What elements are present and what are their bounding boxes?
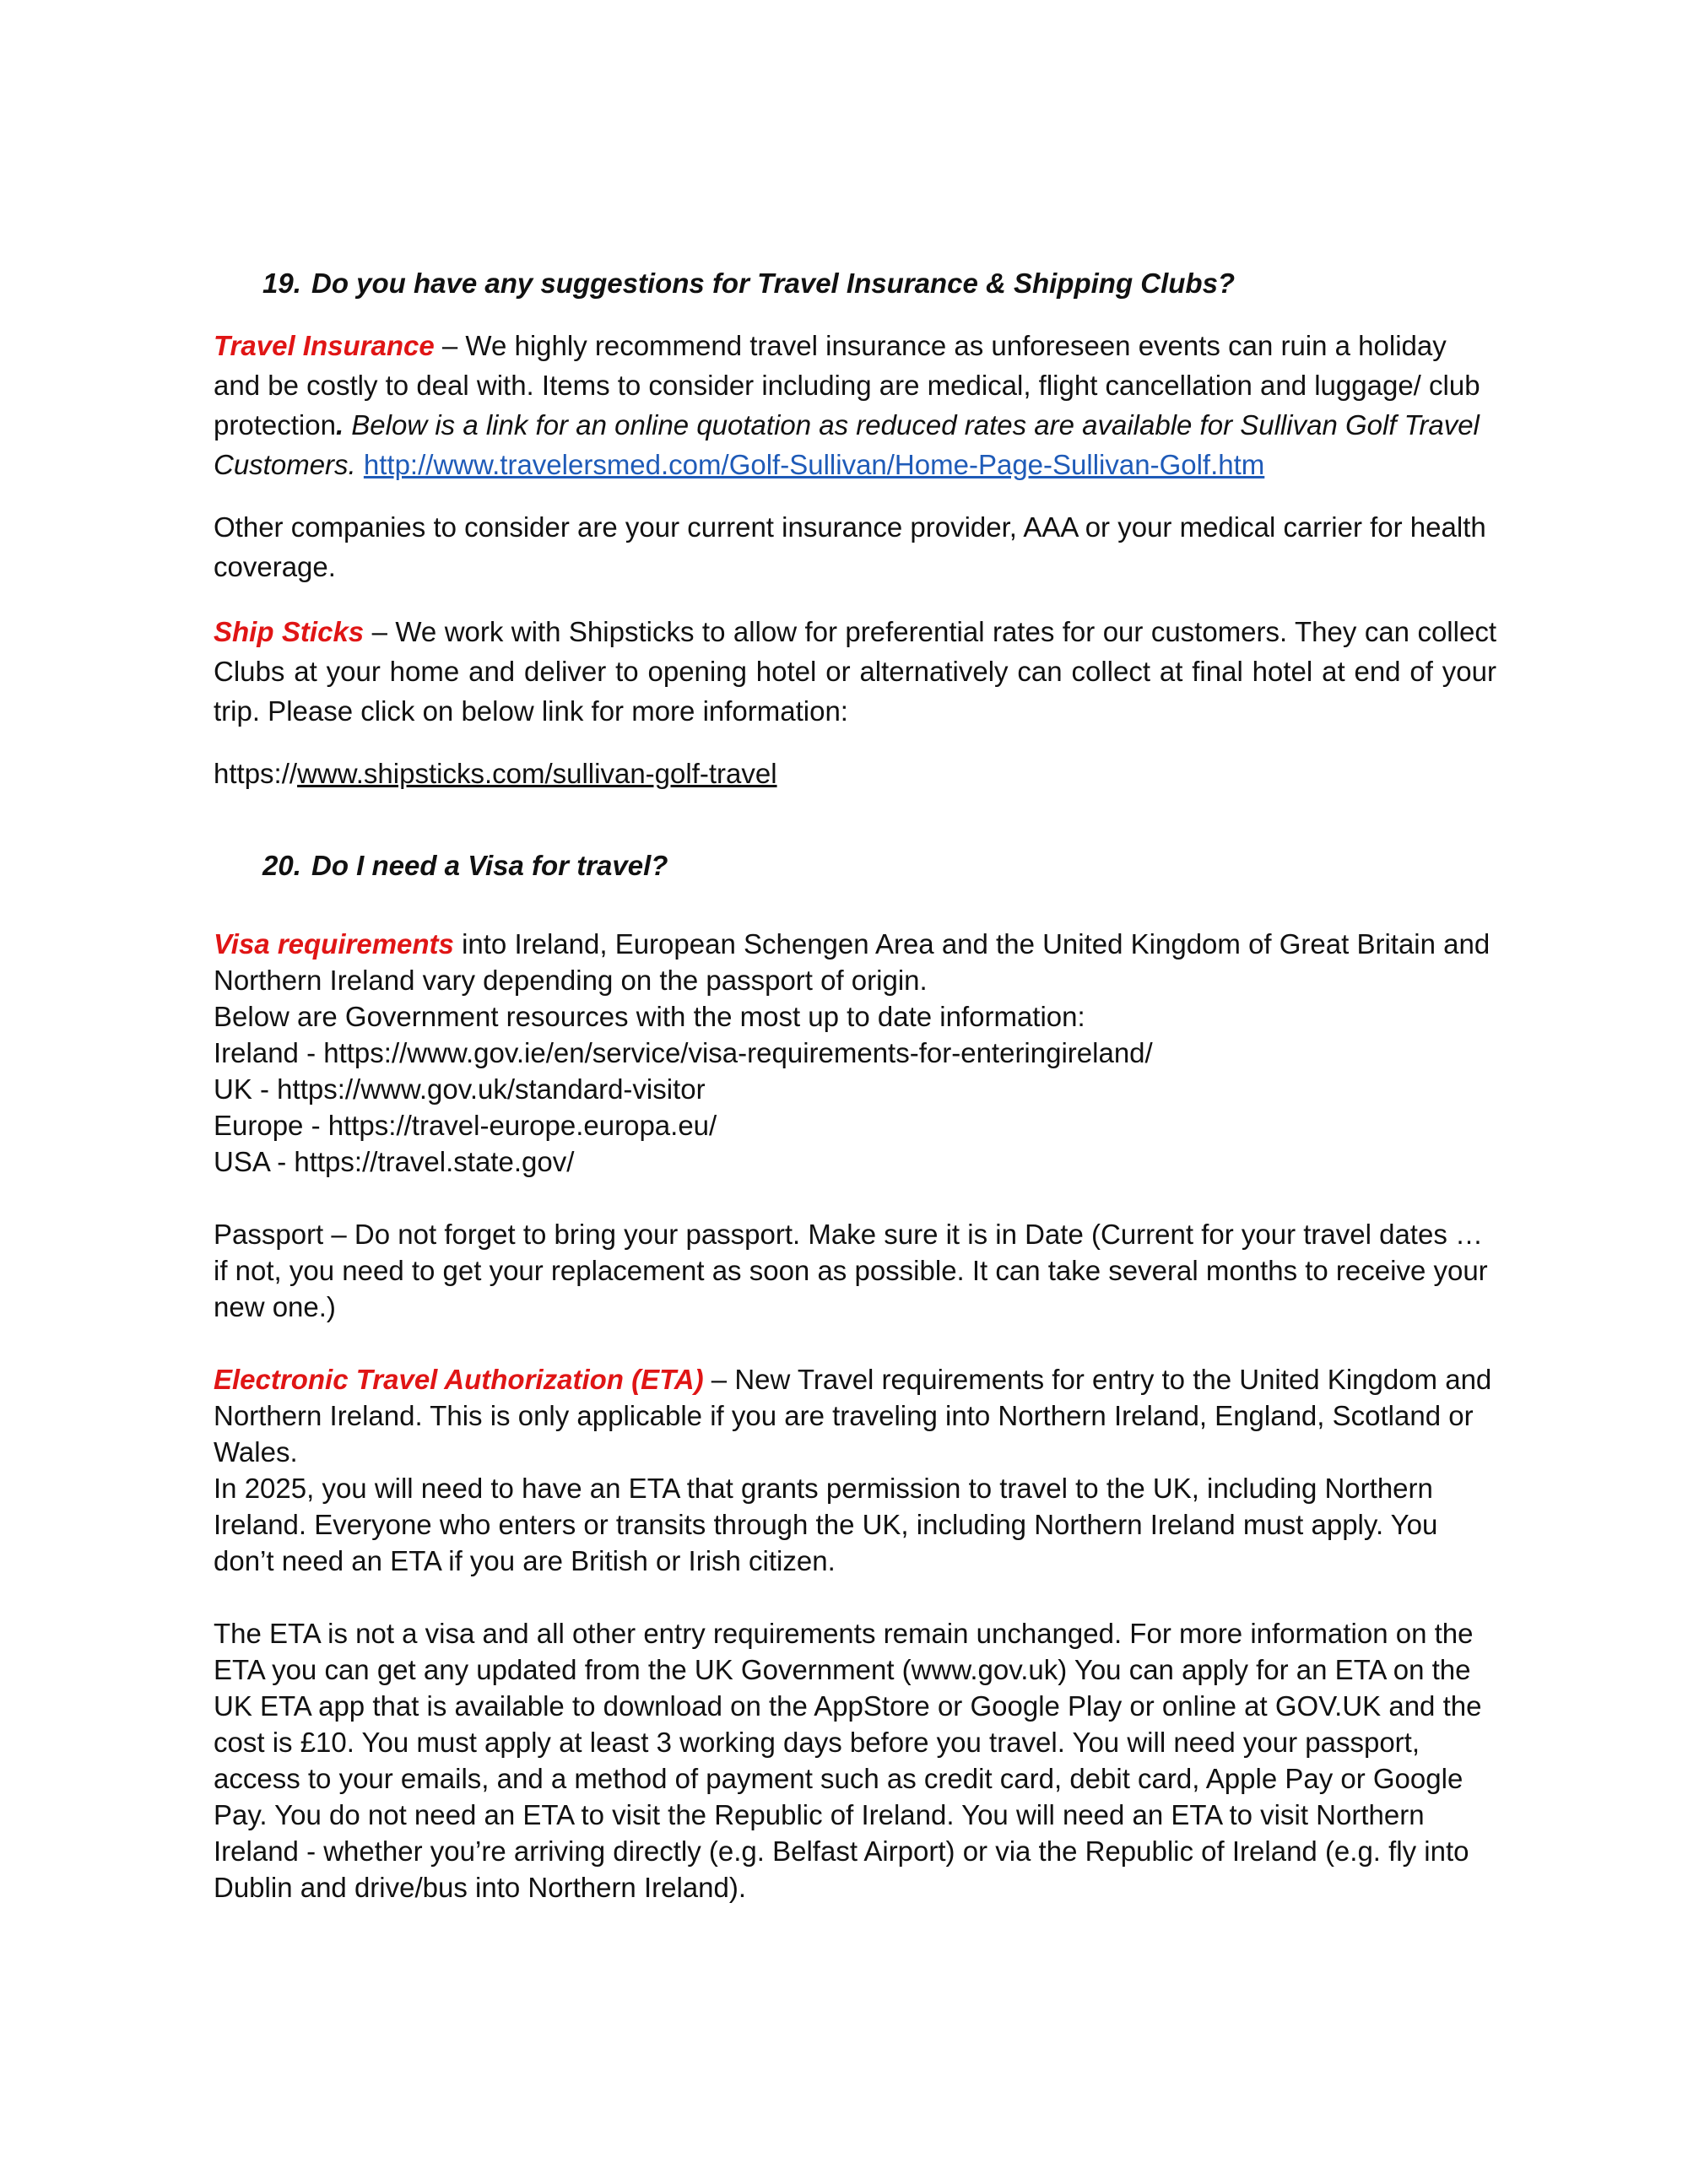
eta-label: Electronic Travel Authorization (ETA) (214, 1364, 704, 1395)
passport-paragraph: Passport – Do not forget to bring your passport. Make sure it is in Date (Current for your travel dates … if not, you need to get your replacement as soon as possible. It can take several months to receive your new one.) (214, 1219, 1488, 1322)
other-companies-paragraph: Other companies to consider are your current insurance provider, AAA or your medical carrier for health coverage. (214, 511, 1486, 582)
question-20-heading (214, 846, 1496, 885)
shipsticks-link-prefix: https:// (214, 758, 298, 789)
travel-insurance-text: – We highly recommend travel insurance as unforeseen events can ruin a holiday and be costly to deal with. Items to consider including are medical, flight cancellation and luggage/ club protection (214, 330, 1480, 441)
travel-insurance-label: Travel Insurance (214, 330, 435, 361)
visa-paragraph (214, 926, 1496, 998)
visa-resource-ireland: Ireland - https://www.gov.ie/en/service/visa-requirements-for-enteringireland/ (214, 1037, 1153, 1068)
visa-label: Visa requirements (214, 928, 454, 960)
travelersmed-link[interactable]: http://www.travelersmed.com/Golf-Sullivan/Home-Page-Sullivan-Golf.htm (363, 449, 1265, 480)
visa-resource-usa: USA - https://travel.state.gov/ (214, 1146, 575, 1177)
visa-resource-uk: UK - https://www.gov.uk/standard-visitor (214, 1073, 706, 1105)
shipsticks-link-line (214, 754, 1496, 793)
question-20-number: 20. (262, 850, 301, 881)
visa-resource-europe: Europe - https://travel-europe.europa.eu/ (214, 1110, 717, 1141)
visa-resources-intro: Below are Government resources with the most up to date information: (214, 1001, 1085, 1032)
page-content (214, 263, 1496, 1906)
question-19-heading (214, 263, 1496, 303)
ship-sticks-paragraph (214, 612, 1496, 731)
question-19-number: 19. (262, 268, 301, 299)
question-20-text: Do I need a Visa for travel? (311, 850, 668, 881)
travel-insurance-italic-text: Below is a link for an online quotation as reduced rates are available for Sullivan Golf Travel Customers. (214, 409, 1480, 480)
eta-paragraph-2: In 2025, you will need to have an ETA that grants permission to travel to the UK, including Northern Ireland. Everyone who enters or transits through the UK, including Northern Ireland must apply. You don’t need an ETA if you are British or Irish citizen. (214, 1473, 1438, 1576)
travel-insurance-dot: . (335, 409, 344, 441)
travel-insurance-paragraph (214, 326, 1496, 484)
eta-paragraph (214, 1361, 1496, 1470)
question-19-text: Do you have any suggestions for Travel Insurance & Shipping Clubs? (311, 268, 1236, 299)
ship-sticks-label: Ship Sticks (214, 616, 365, 647)
shipsticks-link[interactable]: www.shipsticks.com/sullivan-golf-travel (297, 758, 777, 789)
eta-text-1: – New Travel requirements for entry to the United Kingdom and Northern Ireland. This is only applicable if you are traveling into Northern Ireland, England, Scotland or Wales. (214, 1364, 1492, 1468)
eta-paragraph-3: The ETA is not a visa and all other entry requirements remain unchanged. For more information on the ETA you can get any updated from the UK Government (www.gov.uk) You can apply for an ETA on the UK ETA app that is available to download on the AppStore or Google Play or online at GOV.UK and the cost is £10. You must apply at least 3 working days before you travel. You will need your passport, access to your emails, and a method of payment such as credit card, debit card, Apple Pay or Google Pay. You do not need an ETA to visit the Republic of Ireland. You will need an ETA to visit Northern Ireland - whether you’re arriving directly (e.g. Belfast Airport) or via the Republic of Ireland (e.g. fly into Dublin and drive/bus into Northern Ireland). (214, 1618, 1482, 1903)
ship-sticks-text: – We work with Shipsticks to allow for preferential rates for our customers. They can collect Clubs at your home and deliver to opening hotel or alternatively can collect at final hotel at end of your trip. Please click on below link for more information: (214, 616, 1496, 727)
visa-text: into Ireland, European Schengen Area and the United Kingdom of Great Britain and Northern Ireland vary depending on the passport of origin. (214, 928, 1491, 996)
visa-section (214, 926, 1496, 1906)
